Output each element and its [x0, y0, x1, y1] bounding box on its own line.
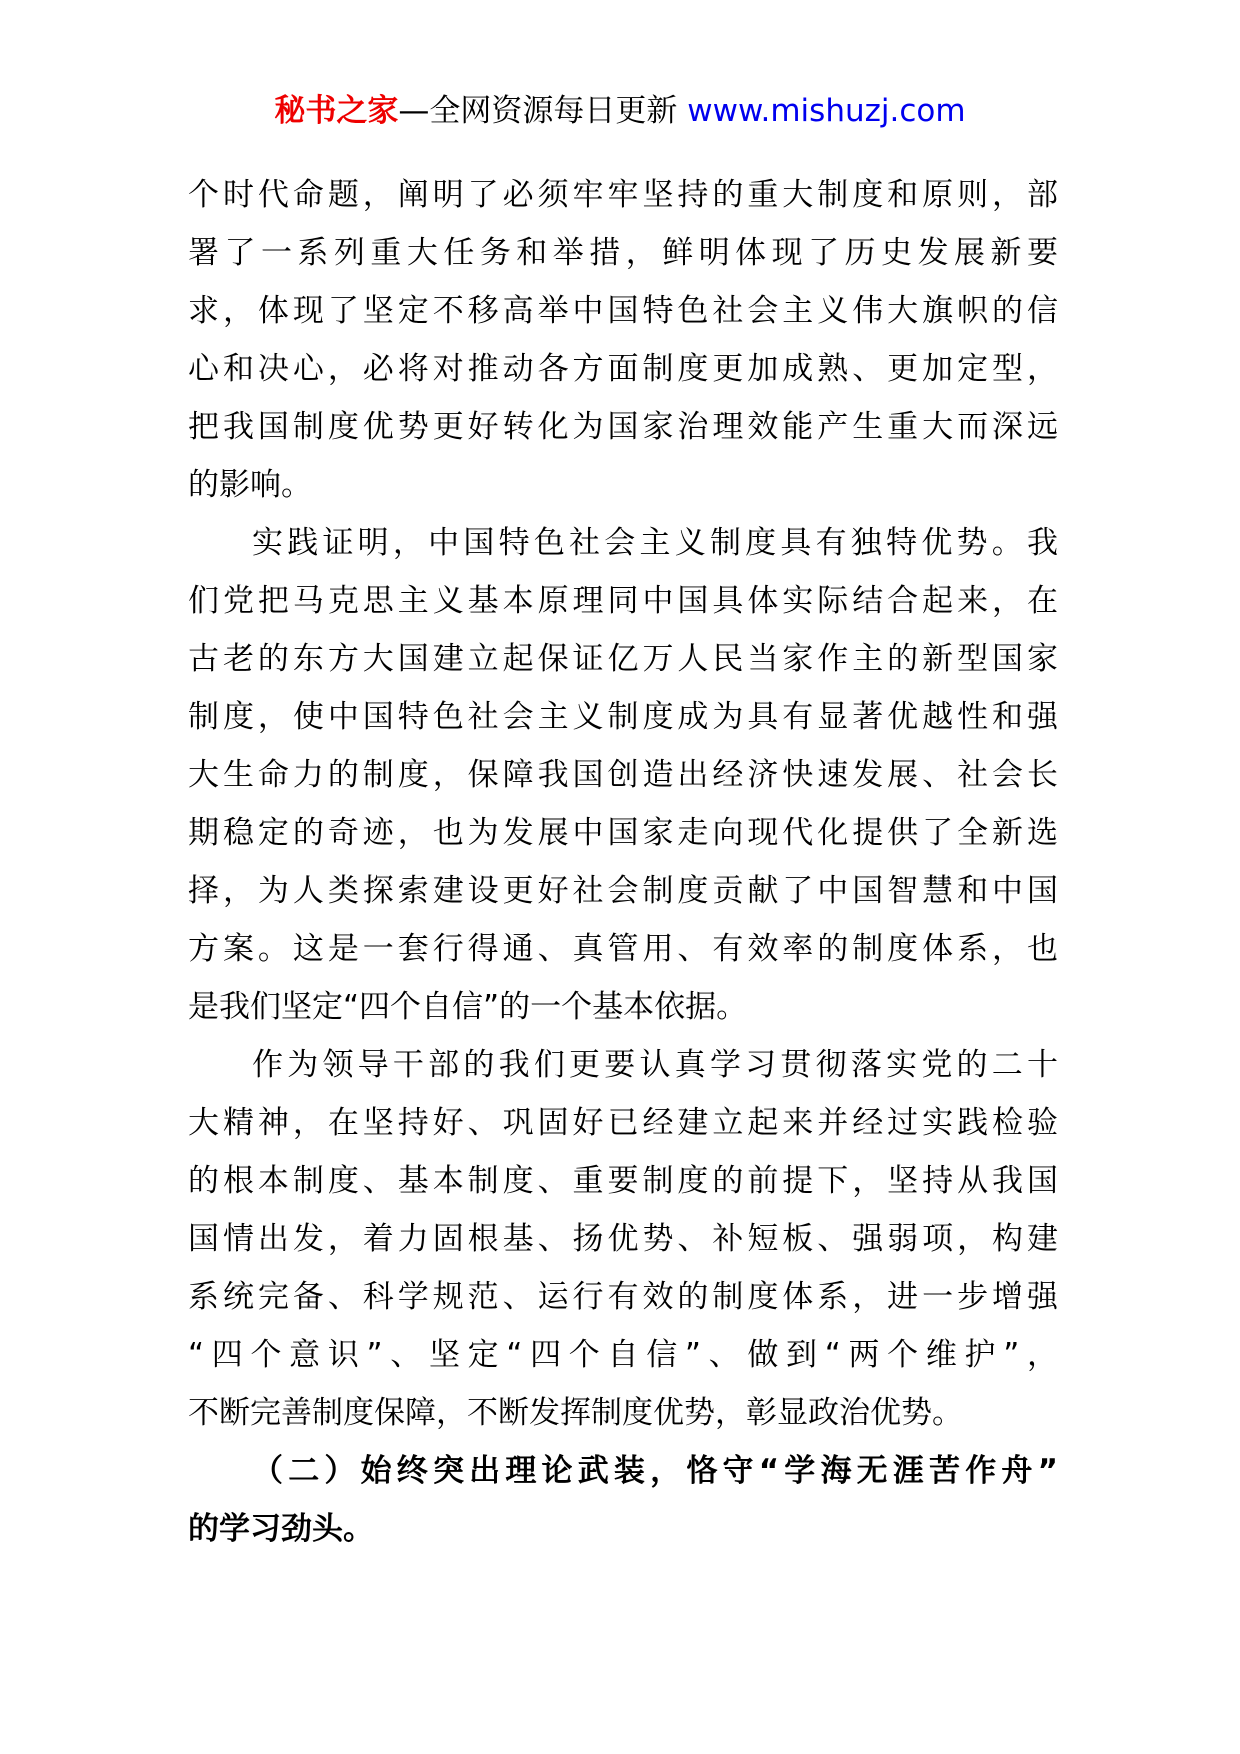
- text-line: 求，体现了坚定不移高举中国特色社会主义伟大旗帜的信: [188, 293, 1058, 329]
- text-line: 期稳定的奇迹，也为发展中国家走向现代化提供了全新选: [188, 815, 1058, 851]
- heading-line: （二）始终突出理论武装，恪守“学海无涯苦作舟”: [252, 1453, 1058, 1489]
- section-heading: [188, 1442, 1058, 1558]
- text-line: 把我国制度优势更好转化为国家治理效能产生重大而深远: [188, 409, 1058, 445]
- heading-line: 的学习劲头。: [188, 1511, 374, 1547]
- text-line: 心和决心，必将对推动各方面制度更加成熟、更加定型，: [188, 351, 1058, 387]
- text-line: 作为领导干部的我们更要认真学习贯彻落实党的二十: [252, 1047, 1058, 1083]
- text-line: 实践证明，中国特色社会主义制度具有独特优势。我: [252, 525, 1058, 561]
- text-line: 大生命力的制度，保障我国创造出经济快速发展、社会长: [188, 757, 1058, 793]
- text-line: 择，为人类探索建设更好社会制度贡献了中国智慧和中国: [188, 873, 1058, 909]
- paragraph-2: [188, 514, 1058, 1036]
- text-line: 个时代命题，阐明了必须牢牢坚持的重大制度和原则，部: [188, 177, 1058, 213]
- text-line: 制度，使中国特色社会主义制度成为具有显著优越性和强: [188, 699, 1058, 735]
- text-line: 大精神，在坚持好、巩固好已经建立起来并经过实践检验: [188, 1105, 1058, 1141]
- brand-name: 秘书之家: [274, 93, 399, 129]
- text-line: 们党把马克思主义基本原理同中国具体实际结合起来，在: [188, 583, 1058, 619]
- text-line: 古老的东方大国建立起保证亿万人民当家作主的新型国家: [188, 641, 1058, 677]
- text-line: 是我们坚定“四个自信”的一个基本依据。: [188, 989, 748, 1025]
- text-line: 不断完善制度保障，不断发挥制度优势，彰显政治优势。: [188, 1395, 963, 1431]
- text-line: 方案。这是一套行得通、真管用、有效率的制度体系，也: [188, 931, 1058, 967]
- text-line: 的影响。: [188, 467, 312, 503]
- paragraph-3: [188, 1036, 1058, 1442]
- text-line: 的根本制度、基本制度、重要制度的前提下，坚持从我国: [188, 1163, 1058, 1199]
- site-url-link[interactable]: www.mishuzj.com: [687, 93, 966, 129]
- paragraph-1: [188, 166, 1058, 514]
- text-line: 署了一系列重大任务和举措，鲜明体现了历史发展新要: [188, 235, 1058, 271]
- header-tagline: —全网资源每日更新: [398, 93, 678, 129]
- site-header: [0, 88, 1240, 134]
- text-line: 系统完备、科学规范、运行有效的制度体系，进一步增强: [188, 1279, 1058, 1315]
- document-body: [188, 166, 1058, 1558]
- text-line: 国情出发，着力固根基、扬优势、补短板、强弱项，构建: [188, 1221, 1058, 1257]
- text-line: “四个意识”、坚定“四个自信”、做到“两个维护”，: [188, 1337, 1058, 1373]
